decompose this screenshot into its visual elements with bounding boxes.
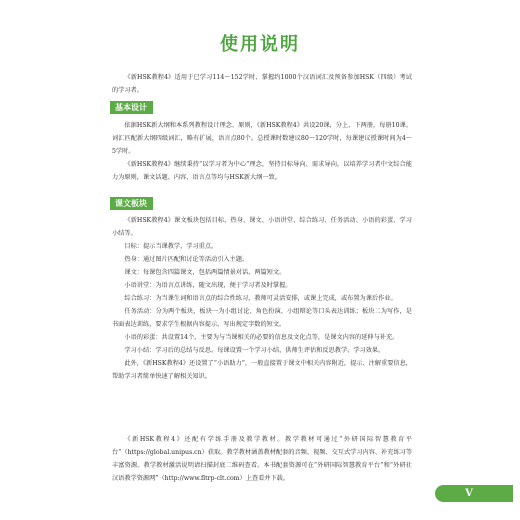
module-item-summary: 学习小结：学习后的总结与反思。每课设置一个学习小结，供师生评估和反思教学、学习效果。: [124, 347, 385, 354]
section-lesson-modules: [112, 214, 412, 383]
module-item-task: 任务活动：分为两个板块，板块一为小组讨论、角色扮演、小组辩论等口头表达训练；板块二为写作，是书面表达训练，要求学生根据内容提示，写出规定字数的短文。: [112, 308, 412, 328]
page-number: V: [465, 488, 473, 499]
section-heading-lesson-modules: 课文板块: [110, 197, 153, 210]
section-basic-design: [112, 119, 412, 184]
resources-paragraph: 《新HSK教程4》还配有学练手册及教学教材。教学教材可通过“外研国际智慧教育平台”（https://global.unipus.cn）获取。教学教材涵盖教材配套的音频、视频、交互式学习内容、补充练习等丰富资源。教学教材激活说明请扫描封底二维码查看。本书配套资源可在“外研国际智慧教育平台”和“外研社汉语教学资源网”（http://www.fltrp-clt.com）上查看并下载。: [112, 436, 413, 482]
module-item-easter-egg: 小语的彩蛋：共设置14个，主要为与当课相关的必要的信息及文化点等，是课文内容的延伸与补充。: [124, 334, 399, 341]
module-item-helper: 此外，《新HSK教程4》还设置了“小语助力”，一般直接置于课文中相关内容附近，提示、注解重要信息，帮助学习者简单快速了解相关知识。: [112, 360, 412, 380]
intro-block: [112, 71, 412, 97]
paragraph: 依据HSK新大纲和本系列教程设计理念、原则，《新HSK教程4》共设20课，分上、下两册，每册10课。词汇匹配新大纲四级词汇，略有扩展，语言点80个。总授课时数建议80～120学时，每课建议授课时间为4～5学时。: [112, 122, 412, 155]
paragraph: 《新HSK教程4》继续秉持“以学习者为中心”理念，坚持目标导向、需求导向，以培养学习者中文综合能力为原则，课文话题、内容、语言点等均与HSK新大纲一致。: [112, 161, 412, 181]
module-item-goal: 目标：提示当课教学、学习重点。: [124, 243, 218, 250]
section-heading-basic-design: 基本设计: [110, 101, 153, 114]
module-item-exercise: 综合练习：为当课生词和语言点的综合性练习，教师可灵活安排，或课上完成，或布置为课后作业。: [124, 295, 397, 302]
paragraph: 《新HSK教程4》课文板块包括目标、热身、课文、小语讲堂、综合练习、任务活动、小语的彩蛋、学习小结等。: [112, 217, 412, 237]
resources-block: [112, 433, 412, 485]
module-item-text: 课文：每课包含四篇课文，包括两篇情景对话、两篇短文。: [124, 269, 286, 276]
module-item-warmup: 热身：通过图片匹配和讨论等活动引入主题。: [124, 256, 249, 263]
module-item-grammar: 小语讲堂：为语言点讲练，随文出现，便于学习者及时掌握。: [124, 282, 292, 289]
page-title: 使用说明: [220, 34, 300, 55]
page-number-tab: [435, 485, 513, 502]
intro-paragraph: 《新HSK教程4》适用于已学习114～152学时、掌握约1000个汉语词汇及预备参加HSK（四级）考试的学习者。: [112, 74, 412, 94]
